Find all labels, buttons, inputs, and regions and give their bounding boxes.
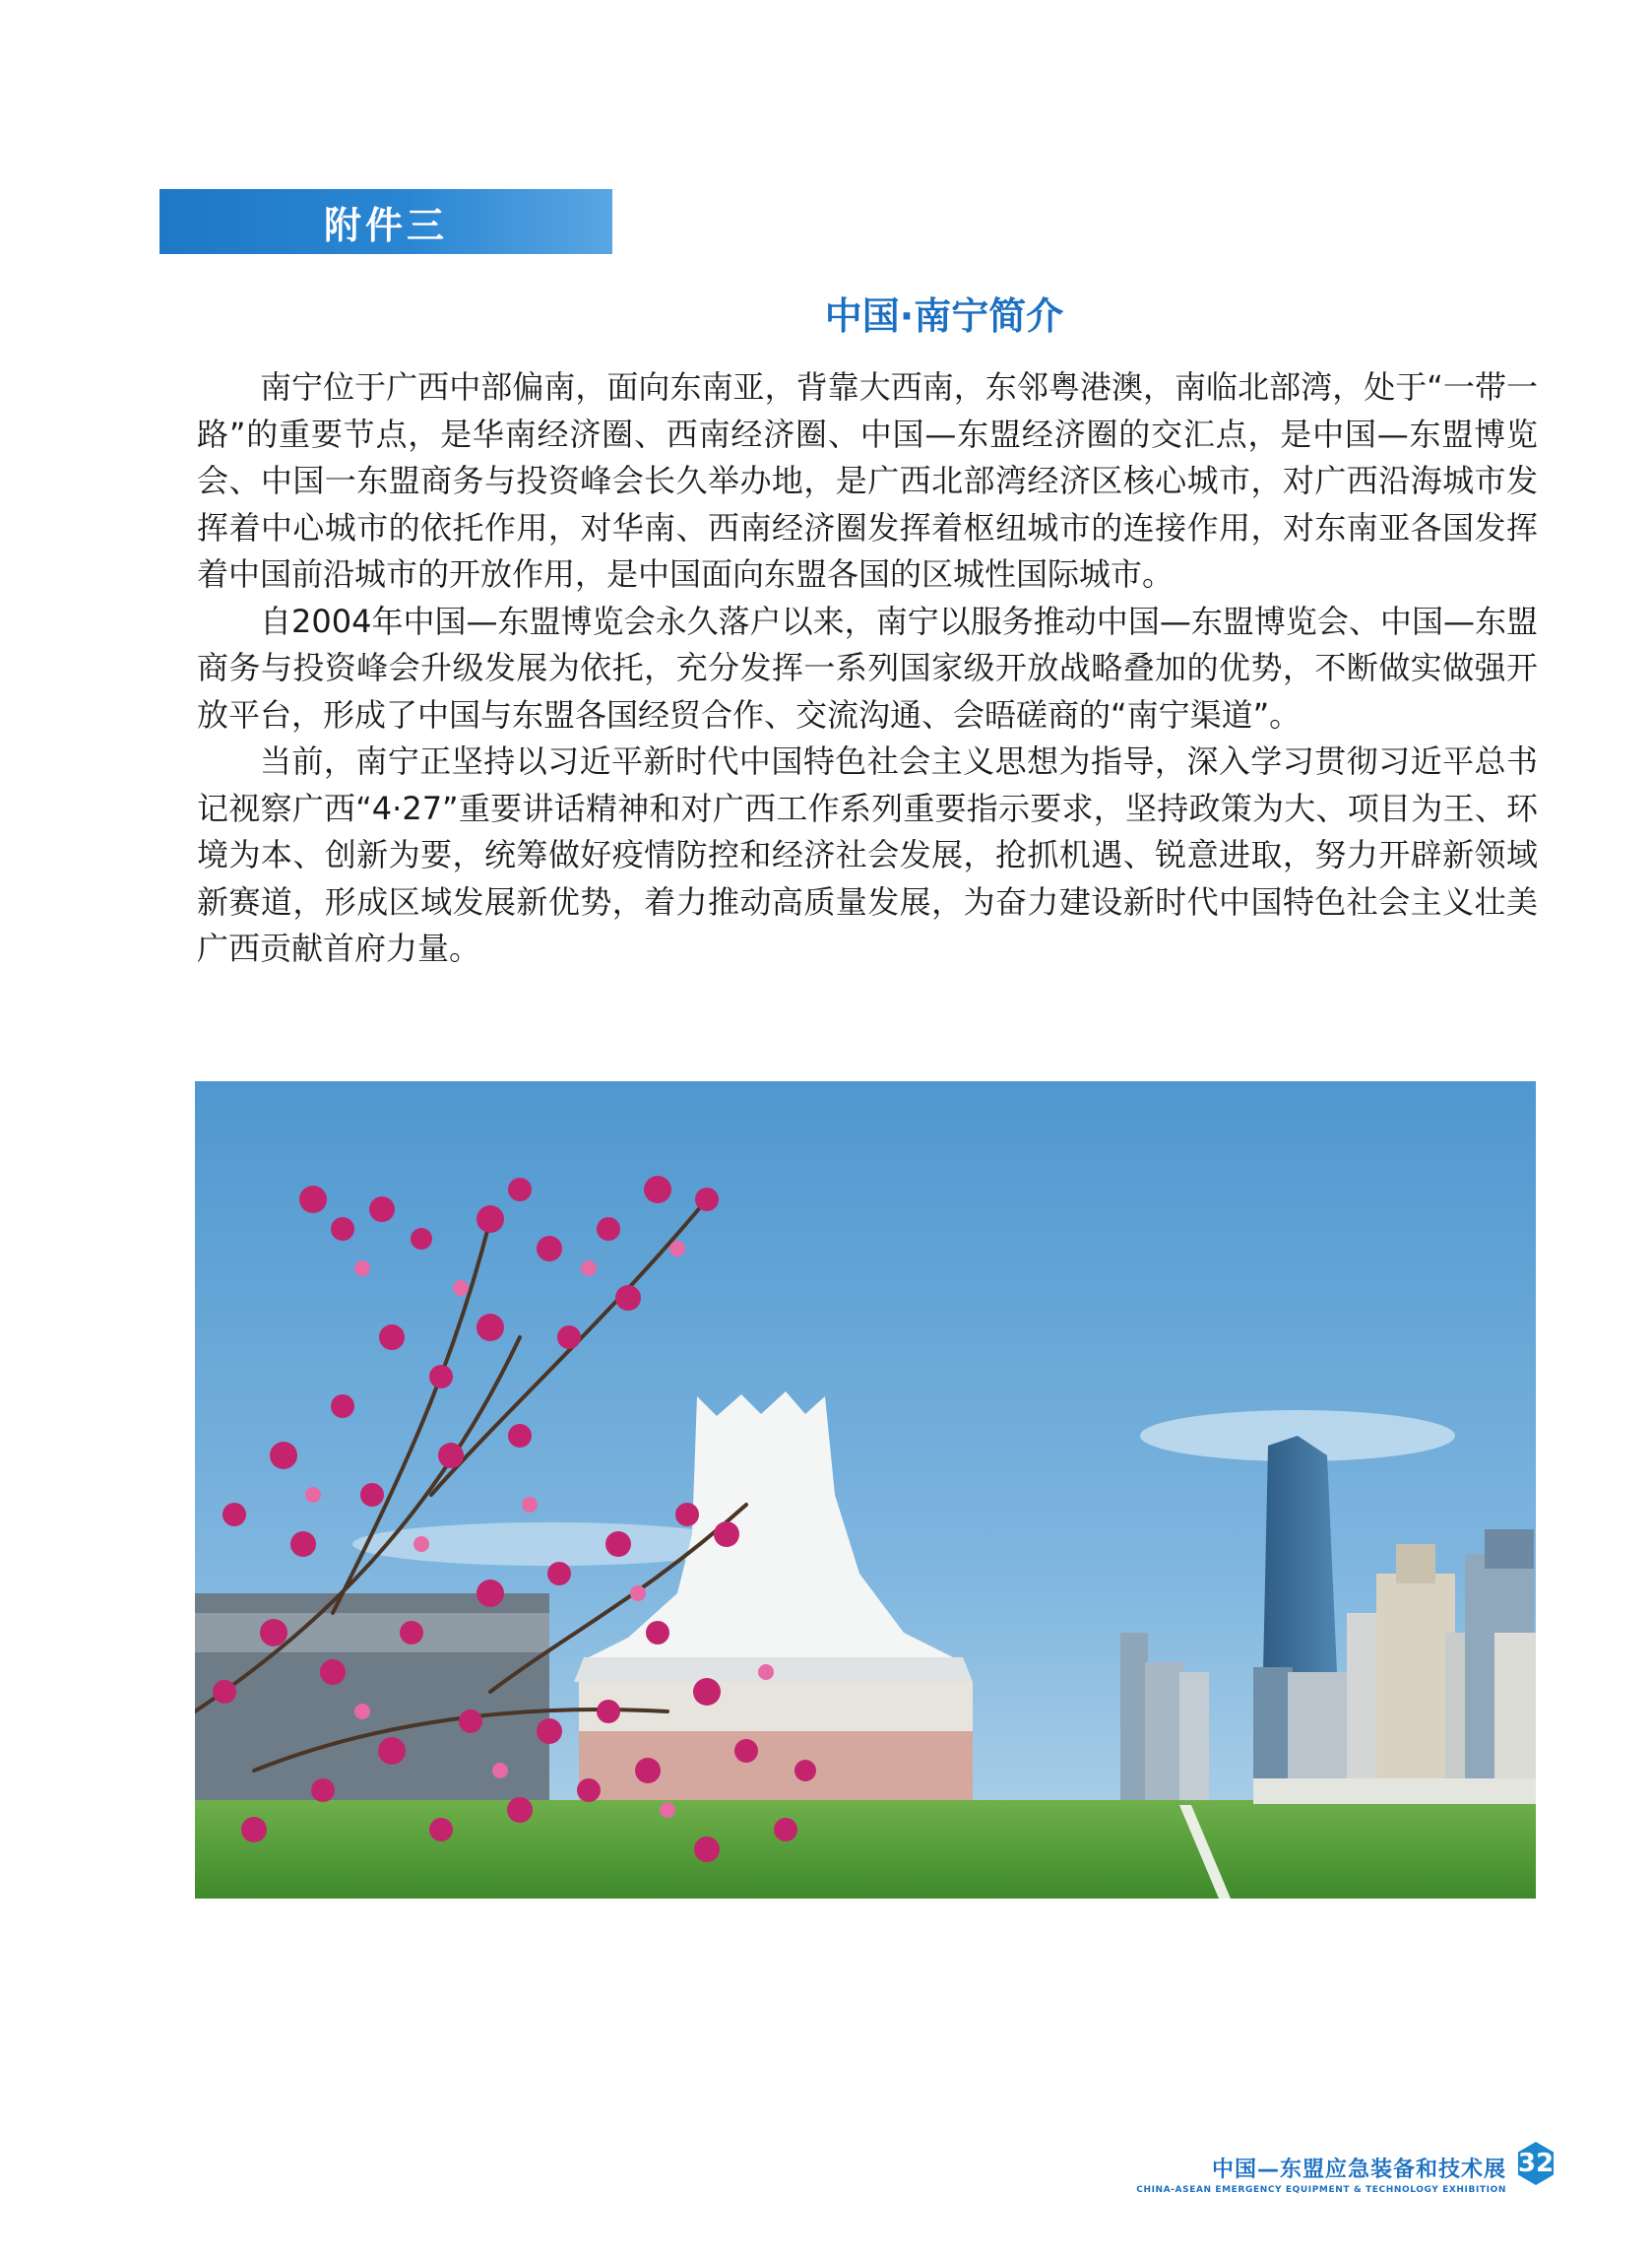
article-body: [197, 364, 1538, 973]
attachment-label: 附件三: [323, 203, 448, 247]
page-number-badge: [1516, 2141, 1556, 2186]
exhibition-brand: [1136, 2153, 1506, 2195]
page-number: 32: [1517, 2149, 1555, 2178]
paragraph-3: 当前，南宁正坚持以习近平新时代中国特色社会主义思想为指导，深入学习贯彻习近平总书记视察广西“4·27”重要讲话精神和对广西工作系列重要指示要求，坚持政策为大、项目为王、环境为本、创新为要，统筹做好疫情防控和经济社会发展，抢抓机遇、锐意进取，努力开辟新领域新赛道，形成区域发展新优势，着力推动高质量发展，为奋力建设新时代中国特色社会主义壮美广西贡献首府力量。: [197, 742, 1538, 967]
attachment-banner: [159, 189, 612, 254]
brand-cn: 中国—东盟应急装备和技术展: [1211, 2158, 1506, 2182]
nanning-city-photo: [195, 1081, 1536, 1899]
paragraph-1: 南宁位于广西中部偏南，面向东南亚，背靠大西南，东邻粤港澳，南临北部湾，处于“一带一路”的重要节点，是华南经济圈、西南经济圈、中国—东盟经济圈的交汇点，是中国—东盟博览会、中国一东盟商务与投资峰会长久举办地，是广西北部湾经济区核心城市，对广西沿海城市发挥着中心城市的依托作用，对华南、西南经济圈发挥着枢纽城市的连接作用，对东南亚各国发挥着中国前沿城市的开放作用，是中国面向东盟各国的区城性国际城市。: [197, 368, 1538, 593]
paragraph-2: 自2004年中国—东盟博览会永久落户以来，南宁以服务推动中国—东盟博览会、中国—东盟商务与投资峰会升级发展为依托，充分发挥一系列国家级开放战略叠加的优势，不断做实做强开放平台，形成了中国与东盟各国经贸合作、交流沟通、会晤磋商的“南宁渠道”。: [197, 602, 1538, 734]
brand-en: CHINA-ASEAN EMERGENCY EQUIPMENT & TECHNOLOGY EXHIBITION: [1136, 2185, 1506, 2195]
page-title: 中国·南宁简介: [824, 294, 1064, 338]
